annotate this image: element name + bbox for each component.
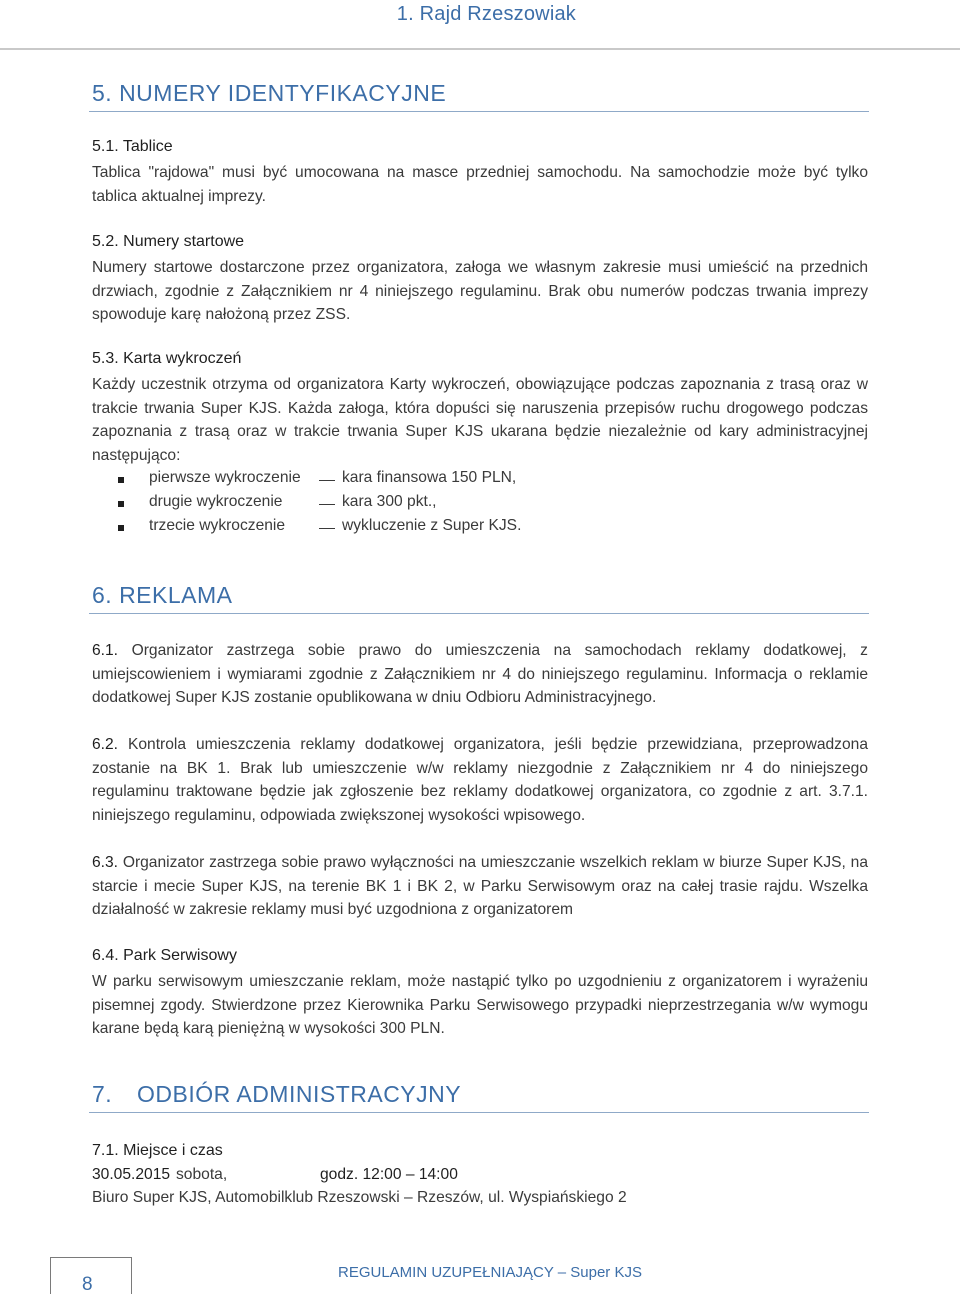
admin-date: 30.05.2015 (92, 1166, 171, 1183)
section-5-2-title: 5.2. Numery startowe (92, 233, 245, 250)
section-5-2-text: Numery startowe dostarczone przez organizatora, załoga we własnym zakresie musi umieścić na przednich drzwiach, zgodnie z Załącznikiem nr 4 niniejszego regulaminu. Brak obu numerów podczas trwania imprezy spowoduje karę nałożoną przez ZSS. (92, 259, 868, 324)
penalty-label: drugie wykroczenie (149, 493, 283, 510)
section-6-rule (89, 613, 869, 614)
section-6-4-title: 6.4. Park Serwisowy (92, 947, 237, 964)
section-5-heading: 5. NUMERY IDENTYFIKACYJNE (92, 80, 447, 106)
section-6-3-body: Organizator zastrzega sobie prawo wyłączności na umieszczanie wszelkich reklam w biurze Super KJS, na starcie i mecie Super KJS, na terenie BK 1 i BK 2, w Parku Serwisowym oraz na całej trasie rajdu. Wszelka działalność w zakresie reklamy musi być uzgodniona z organizatorem (92, 854, 868, 919)
section-6-1-text (92, 639, 868, 710)
admin-place: Biuro Super KJS, Automobilklub Rzeszowski – Rzeszów, ul. Wyspiańskiego 2 (92, 1189, 627, 1206)
penalty-value: wykluczenie z Super KJS. (342, 517, 522, 534)
page-number: 8 (82, 1274, 93, 1295)
section-7-title: ODBIÓR ADMINISTRACYJNY (137, 1081, 462, 1107)
section-6-heading: 6. REKLAMA (92, 582, 233, 608)
bullet-icon (118, 525, 124, 531)
header-divider (0, 48, 960, 50)
footer-title: REGULAMIN UZUPEŁNIAJĄCY – Super KJS (338, 1264, 642, 1281)
section-6-1-body: Organizator zastrzega sobie prawo do umieszczenia na samochodach reklamy dodatkowej, z umiejscowieniem i wymiarami zgodnie z Załącznikiem nr 4 do niniejszego regulaminu. Informacja o reklamie dodatkowej Super KJS zostanie opublikowana w dniu Odbioru Administracyjnego. (92, 642, 868, 707)
section-6-2-body: Kontrola umieszczenia reklamy dodatkowej organizatora, jeśli będzie przewidziana, przeprowadzona zostanie na BK 1. Brak lub umieszczenie w/w reklamy niezgodnie z Załącznikiem nr 4 do niniejszego regulaminu traktowane będzie jak zgłoszenie bez reklamy dodatkowej organizatora, co zgodnie z art. 3.7.1. niniejszego regulaminu, odpowiada zwiększonej wysokości wpisowego. (92, 736, 868, 824)
penalty-value: kara finansowa 150 PLN, (342, 469, 517, 486)
section-6-2-number: 6.2. (92, 736, 119, 753)
penalty-label: trzecie wykroczenie (149, 517, 286, 534)
section-5-3-title: 5.3. Karta wykroczeń (92, 350, 242, 367)
section-5-1-title: 5.1. Tablice (92, 138, 173, 155)
section-7-rule (89, 1112, 869, 1113)
section-5-rule (89, 111, 869, 112)
section-6-3-text (92, 851, 868, 922)
penalty-value: kara 300 pkt., (342, 493, 437, 510)
page-header-title: 1. Rajd Rzeszowiak (396, 3, 576, 25)
section-6-3-number: 6.3. (92, 854, 119, 871)
admin-time: godz. 12:00 – 14:00 (320, 1166, 458, 1183)
dash (319, 504, 335, 505)
section-6-4-text: W parku serwisowym umieszczanie reklam, może nastąpić tylko po uzgodnieniu z organizatorem i wyrażeniu pisemnej zgody. Stwierdzone przez Kierownika Parku Serwisowego przypadki nieprzestrzegania w/w wymogu karane będą karą pieniężną w wysokości 300 PLN. (92, 973, 868, 1038)
bullet-icon (118, 477, 124, 483)
section-7-1-title: 7.1. Miejsce i czas (92, 1142, 223, 1159)
admin-day: sobota, (176, 1166, 228, 1183)
penalty-label: pierwsze wykroczenie (149, 469, 301, 486)
section-5-1-text: Tablica "rajdowa" musi być umocowana na masce przedniej samochodu. Na samochodzie może być tylko tablica aktualnej imprezy. (92, 164, 868, 205)
bullet-icon (118, 501, 124, 507)
dash (319, 480, 335, 481)
section-6-1-number: 6.1. (92, 642, 119, 659)
section-5-3-text: Każdy uczestnik otrzyma od organizatora Karty wykroczeń, obowiązujące podczas zapoznania z trasą oraz w trakcie trwania Super KJS. Każda załoga, która dopuści się naruszenia przepisów ruchu drogowego podczas zapoznania z trasą oraz w trakcie trwania Super KJS ukarana będzie niezależnie od kary administracyjnej następująco: (92, 376, 868, 464)
section-7-number: 7. (92, 1081, 113, 1107)
section-7-heading (92, 1081, 462, 1108)
section-6-2-text (92, 733, 868, 827)
dash (319, 528, 335, 529)
